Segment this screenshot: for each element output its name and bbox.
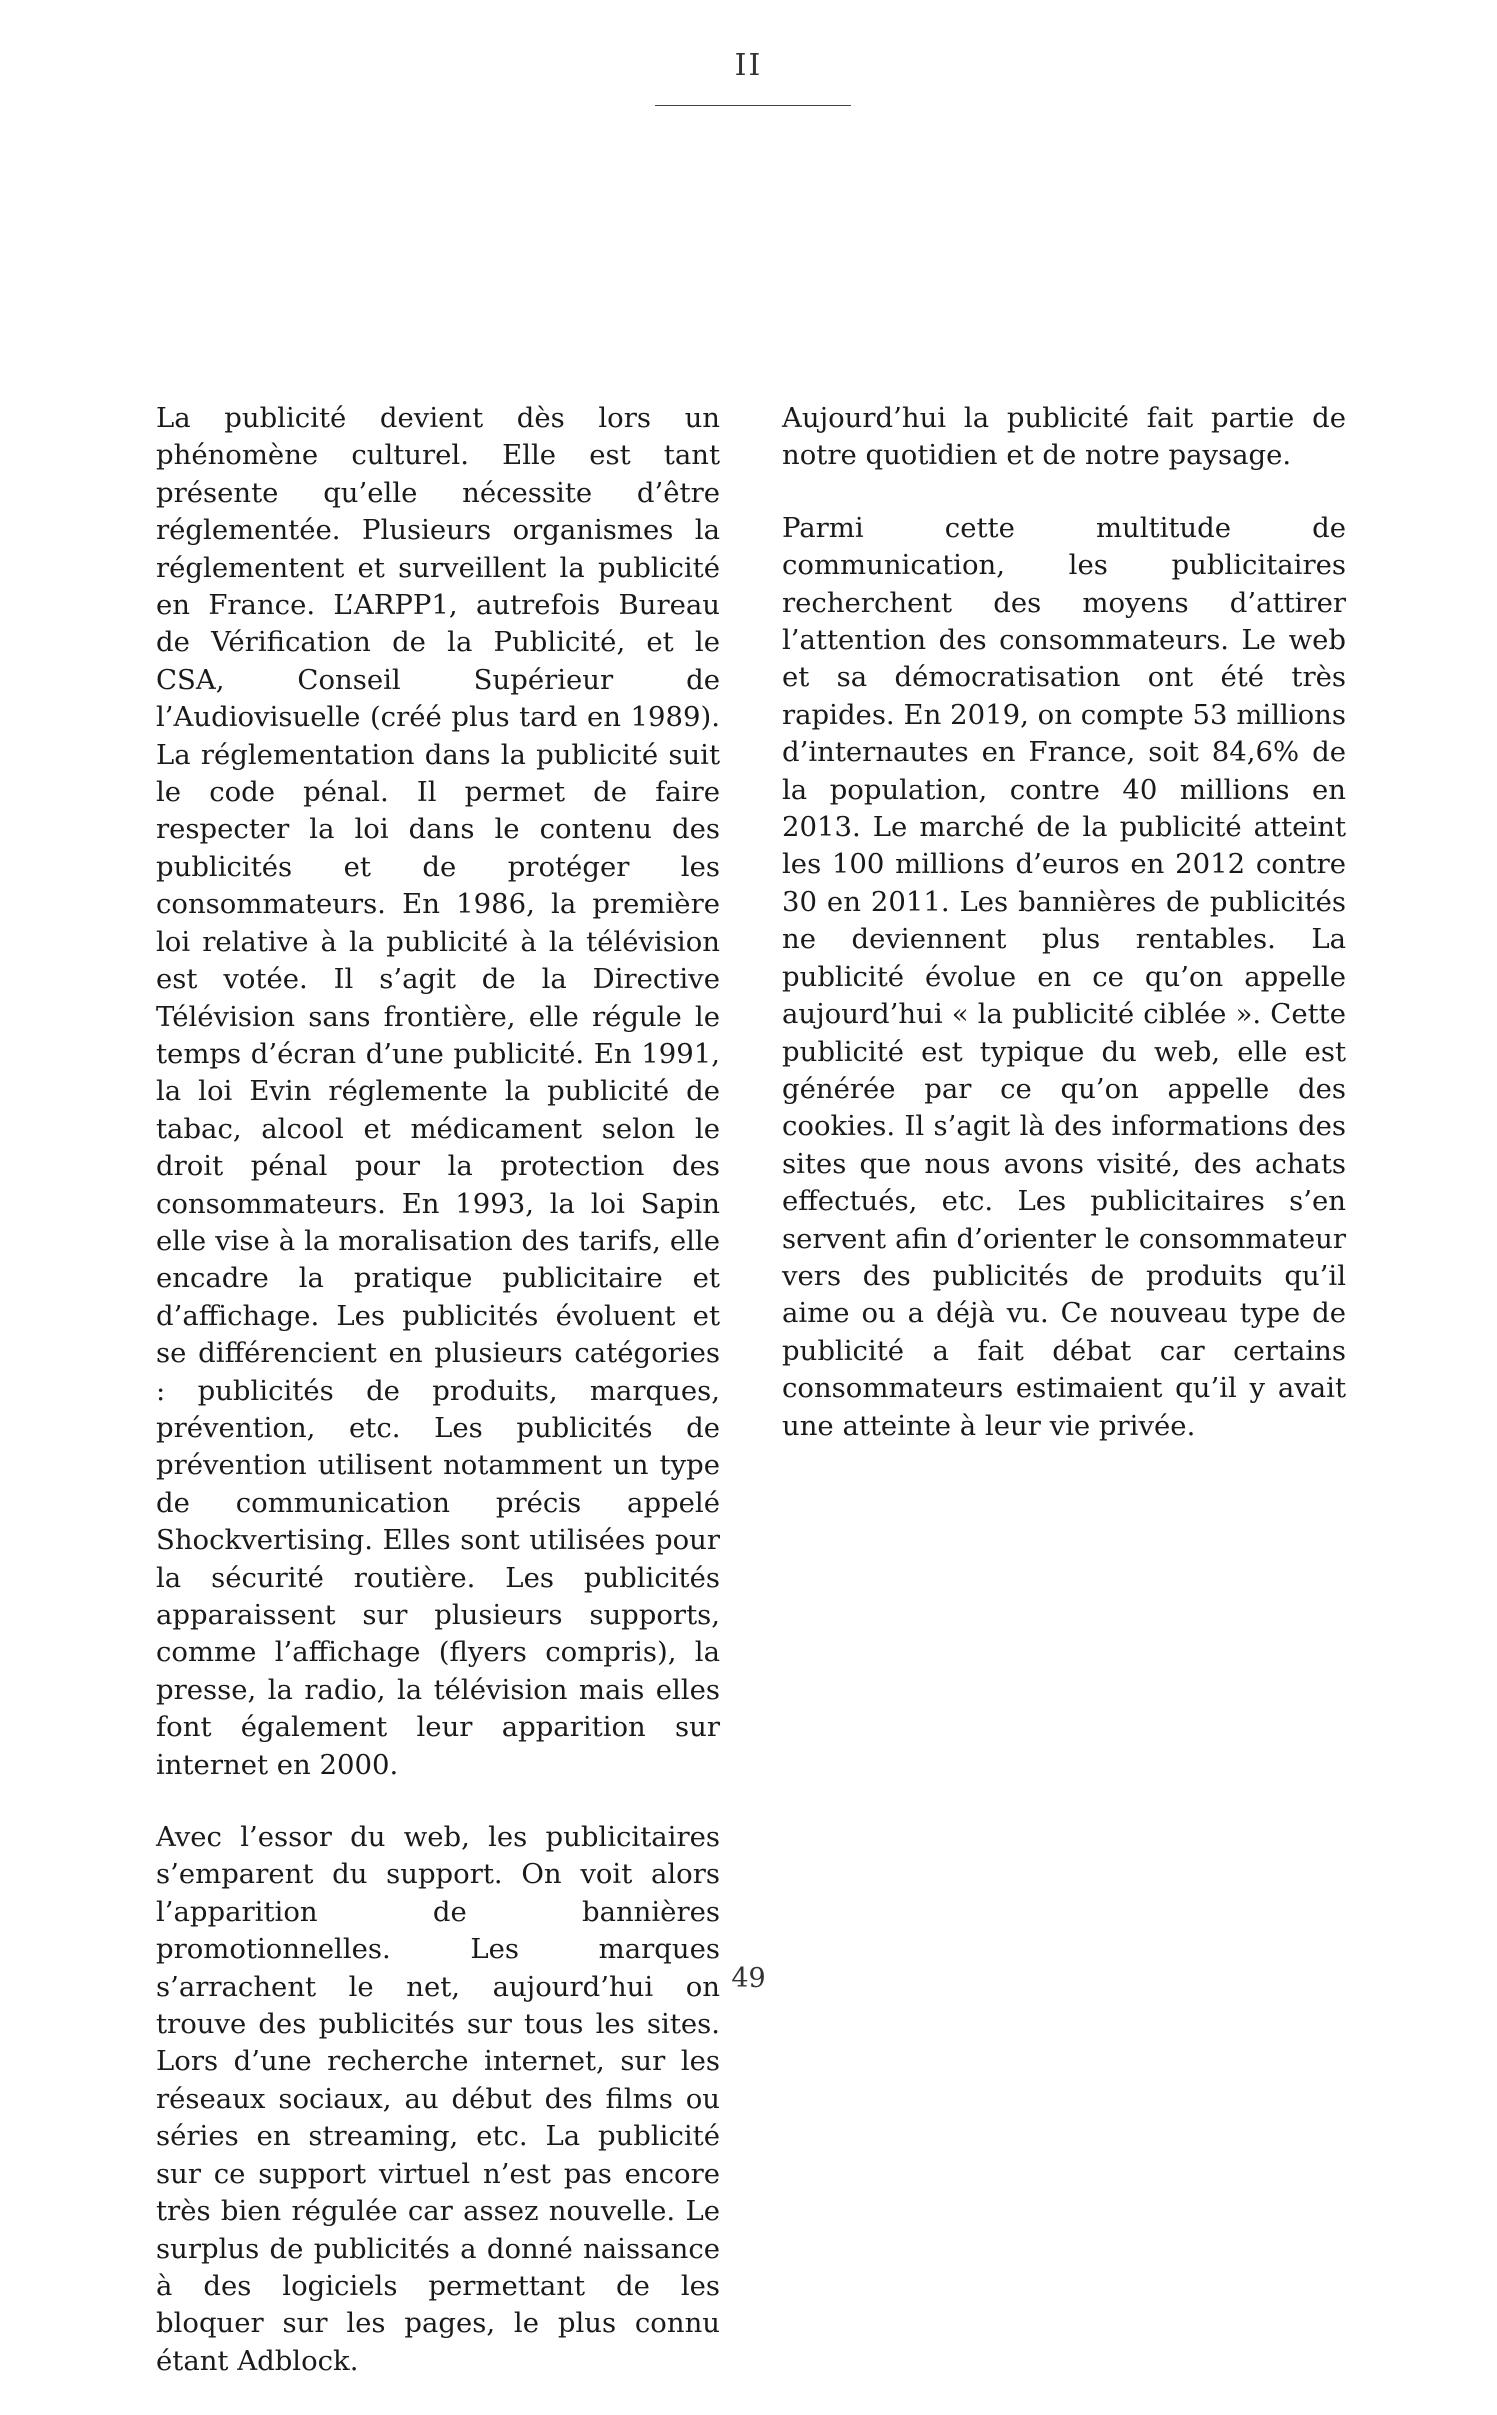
page-number: 49 [731,1963,766,1994]
left-column [156,400,720,2415]
paragraph-daily-life: Aujourd’hui la publicité fait partie de notre quotidien et de notre paysage. [782,402,1346,472]
header-divider [655,105,851,106]
paragraph-regulation: La publicité devient dès lors un phénomène culturel. Elle est tant présente qu’elle nécessite d’être réglementée. Plusieurs organismes la réglementent et surveillent la publicité en France. L’ARPP1, autrefois Bureau de Vérification de la Publicité, et le CSA, Conseil Supérieur de l’Audiovisuelle (créé plus tard en 1989). La réglementation dans la publicité suit le code pénal. Il permet de faire respecter la loi dans le contenu des publicités et de protéger les consommateurs. En 1986, la première loi relative à la publicité à la télévision est votée. Il s’agit de la Directive Télévision sans frontière, elle régule le temps d’écran d’une publicité. En 1991, la loi Evin réglemente la publicité de tabac, alcool et médicament selon le droit pénal pour la protection des consommateurs. En 1993, la loi Sapin elle vise à la moralisation des tarifs, elle encadre la pratique publicitaire et d’affichage. Les publicités évoluent et se différencient en plusieurs catégories : publicités de produits, marques, prévention, etc. Les publicités de prévention utilisent notamment un type de communication précis appelé Shockvertising. Elles sont utilisées pour la sécurité routière. Les publicités apparaissent sur plusieurs supports, comme l’affichage (flyers compris), la presse, la radio, la télévision mais elles font également leur apparition sur internet en 2000. [156,402,720,1781]
paragraph-web-advertising: Avec l’essor du web, les publicitaires s’emparent du support. On voit alors l’apparition de bannières promotionnelles. Les marques s’arrachent le net, aujourd’hui on trouve des publicités sur tous les sites. Lors d’une recherche internet, sur les réseaux sociaux, au début des films ou séries en streaming, etc. La publicité sur ce support virtuel n’est pas encore très bien régulée car assez nouvelle. Le surplus de publicités a donné naissance à des logiciels permettant de les bloquer sur les pages, le plus connu étant Adblock. [156,1821,720,2377]
paragraph-targeted-advertising: Parmi cette multitude de communication, les publicitaires recherchent des moyens d’attirer l’attention des consommateurs. Le web et sa démocratisation ont été très rapides. En 2019, on compte 53 millions d’internautes en France, soit 84,6% de la population, contre 40 millions en 2013. Le marché de la publicité atteint les 100 millions d’euros en 2012 contre 30 en 2011. Les bannières de publicités ne deviennent plus rentables. La publicité évolue en ce qu’on appelle aujourd’hui « la publicité ciblée ». Cette publicité est typique du web, elle est générée par ce qu’on appelle des cookies. Il s’agit là des informations des sites que nous avons visité, des achats effectués, etc. Les publicitaires s’en servent afin d’orienter le consommateur vers des publicités de produits qu’il aime ou a déjà vu. Ce nouveau type de publicité a fait débat car certains consommateurs estimaient qu’il y avait une atteinte à leur vie privée. [782,511,1346,1442]
right-column [782,400,1346,1480]
section-number: II [734,48,763,83]
